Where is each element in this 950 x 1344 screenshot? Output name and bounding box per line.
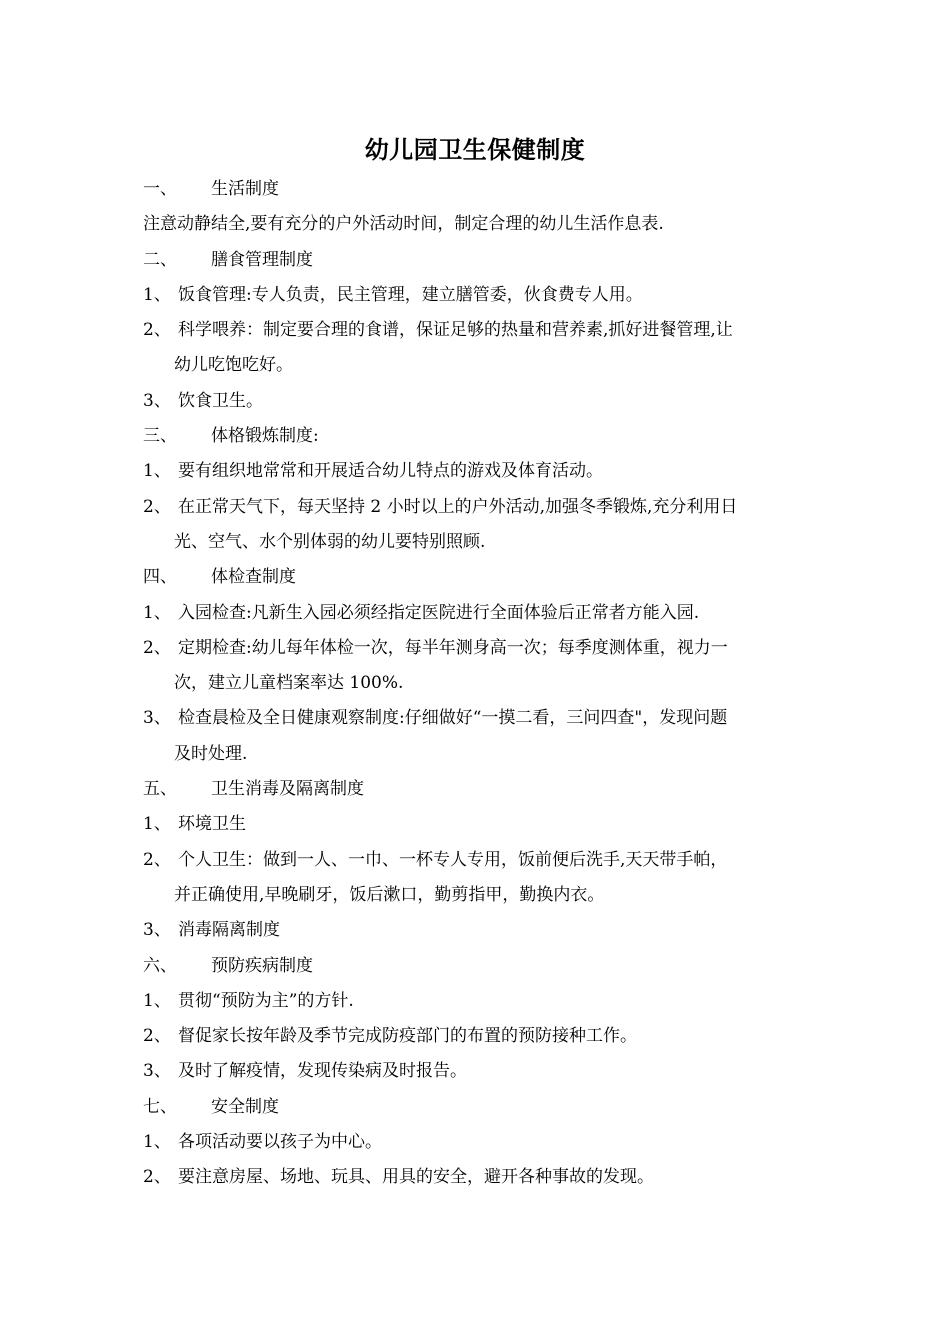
section-heading <box>143 772 815 807</box>
item-number: 3、 <box>143 708 171 729</box>
document-body <box>143 172 815 1196</box>
item-text-continued: 光、空气、水个别体弱的幼儿要特别照顾. <box>174 531 486 552</box>
list-item <box>143 843 815 878</box>
section-heading <box>143 560 815 595</box>
section-title: 生活制度 <box>211 179 279 199</box>
item-text-continued: 并正确使用,早晚刷牙，饭后漱口，勤剪指甲，勤换内衣。 <box>174 884 605 905</box>
item-number: 1、 <box>143 602 171 623</box>
item-number: 3、 <box>143 1061 171 1082</box>
list-item <box>143 278 815 313</box>
item-number: 1、 <box>143 1132 171 1153</box>
item-number: 3、 <box>143 920 171 941</box>
item-text: 饮食卫生。 <box>178 390 263 411</box>
section-number: 一、 <box>143 179 177 199</box>
list-item <box>143 631 815 666</box>
item-number: 1、 <box>143 461 171 482</box>
section-title: 体检查制度 <box>211 567 296 588</box>
item-text: 检查晨检及全日健康观察制度:仔细做好“一摸二看，三问四查"，发现问题 <box>178 708 728 729</box>
item-text-continued: 幼儿吃饱吃好。 <box>174 355 293 376</box>
section-title: 安全制度 <box>211 1096 279 1117</box>
item-number: 1、 <box>143 990 171 1011</box>
list-item <box>143 807 815 842</box>
list-item <box>143 984 815 1019</box>
section-number: 三、 <box>143 426 177 447</box>
section-title: 卫生消毒及隔离制度 <box>211 779 364 800</box>
section-heading <box>143 949 815 984</box>
item-text: 个人卫生：做到一人、一巾、一杯专人专用，饭前便后洗手,天天带手帕， <box>178 849 728 870</box>
list-item <box>143 701 815 736</box>
section-number: 五、 <box>143 779 177 800</box>
item-text-continued: 及时处理. <box>174 743 248 764</box>
list-item <box>143 490 815 525</box>
section-number: 七、 <box>143 1096 177 1117</box>
item-text: 及时了解疫情，发现传染病及时报告。 <box>178 1061 467 1082</box>
item-number: 1、 <box>143 814 171 835</box>
list-item <box>143 1125 815 1160</box>
item-text: 科学喂养：制定要合理的食谱，保证足够的热量和营养素,抓好进餐管理,让 <box>178 320 733 341</box>
list-item <box>143 913 815 948</box>
item-number: 1、 <box>143 284 171 305</box>
item-number: 2、 <box>143 496 171 517</box>
section-heading <box>143 1090 815 1125</box>
item-number: 2、 <box>143 849 171 870</box>
document-title: 幼儿园卫生保健制度 <box>364 136 586 164</box>
list-item <box>143 1054 815 1089</box>
section-heading <box>143 419 815 454</box>
item-text: 要有组织地常常和开展适合幼儿特点的游戏及体育活动。 <box>178 461 603 482</box>
section-title: 预防疾病制度 <box>211 955 313 976</box>
item-number: 2、 <box>143 320 171 341</box>
item-number: 3、 <box>143 390 171 411</box>
item-text: 入园检查:凡新生入园必须经指定医院进行全面体验后正常者方能入园. <box>178 602 700 623</box>
item-text-continued: 次，建立儿童档案率达 100%. <box>174 673 404 694</box>
item-number: 2、 <box>143 1167 171 1188</box>
list-item <box>143 596 815 631</box>
section-title: 体格锻炼制度: <box>211 426 319 447</box>
list-item <box>143 1160 815 1195</box>
list-item <box>143 1019 815 1054</box>
list-item <box>143 313 815 348</box>
section-heading <box>143 172 815 207</box>
item-number: 2、 <box>143 637 171 658</box>
item-text: 贯彻“预防为主”的方针. <box>178 990 354 1011</box>
list-item <box>143 384 815 419</box>
item-text: 在正常天气下，每天坚持 2 小时以上的户外活动,加强冬季锻炼,充分利用日 <box>178 496 738 517</box>
item-text: 督促家长按年龄及季节完成防疫部门的布置的预防接种工作。 <box>178 1026 637 1047</box>
section-number: 四、 <box>143 567 177 588</box>
item-text: 要注意房屋、场地、玩具、用具的安全，避开各种事故的发现。 <box>178 1167 654 1188</box>
item-number: 2、 <box>143 1026 171 1047</box>
section-heading <box>143 243 815 278</box>
item-text: 各项活动要以孩子为中心。 <box>178 1132 382 1153</box>
section-title: 膳食管理制度 <box>211 249 313 270</box>
list-item <box>143 454 815 489</box>
section-paragraph: 注意动静结全,要有充分的户外活动时间，制定合理的幼儿生活作息表. <box>143 214 664 235</box>
section-number: 六、 <box>143 955 177 976</box>
item-text: 环境卫生 <box>178 814 246 835</box>
section-number: 二、 <box>143 249 177 270</box>
item-text: 饭食管理:专人负责，民主管理，建立膳管委，伙食费专人用。 <box>178 284 643 305</box>
item-text: 消毒隔离制度 <box>178 920 280 941</box>
item-text: 定期检查:幼儿每年体检一次，每半年测身高一次；每季度测体重，视力一 <box>178 637 728 658</box>
